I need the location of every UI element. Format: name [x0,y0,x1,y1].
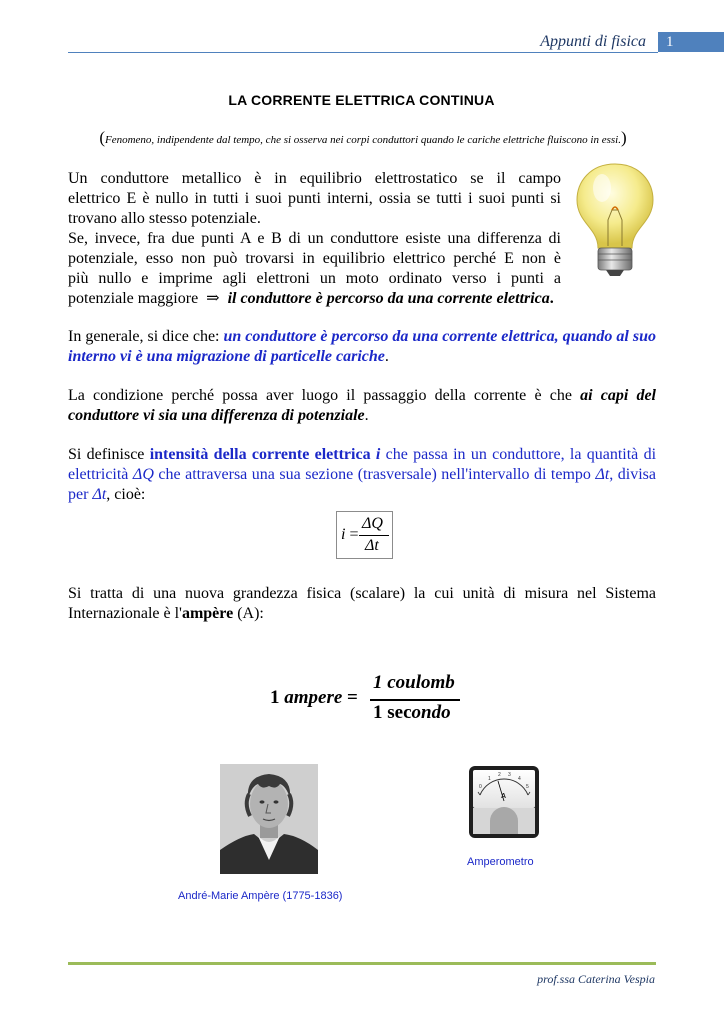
symbol-dq: ΔQ [132,466,154,483]
text-line: più nullo e imprime agli elettroni un moto ordinato verso i punti a [68,270,561,287]
text-line: potenziale, esso non può trovarsi in equilibrio elettrico perché E non è [68,250,561,267]
text-line: elettrico E è nullo in tutti i suoi punti interni, ossia se tutti i suoi punti si [68,190,561,207]
ammeter-caption: Amperometro [467,856,534,868]
scale-label: 5 [526,784,529,790]
conclusion-text: il conduttore è percorso da una corrente elettrica [227,290,550,307]
highlight-text: ai capi del conduttore vi sia una differenza di potenziale [68,387,656,424]
text: che passa in un conduttore, la quantità di elettricità [68,446,657,483]
portrait-caption: André-Marie Ampère (1775-1836) [178,890,343,902]
header-divider [68,52,658,53]
current-formula [336,511,393,559]
paragraph-conclusion [68,289,656,309]
conclusion-period: . [549,290,554,307]
page-number: 1 [658,32,724,52]
paragraph-equilibrium [68,169,561,289]
highlight-text: un conduttore è percorso da una corrente elettrica, quando al suo interno vi è una migrazione di particelle cariche [68,328,656,365]
light-bulb-icon [572,160,658,278]
formula-lhs: i = [341,526,359,543]
open-paren: ( [99,128,105,147]
scale-label: 4 [518,776,521,782]
paragraph-intensity [68,445,656,505]
text: In generale, si dice che: [68,328,224,345]
subtitle-text: Fenomeno, indipendente dal tempo, che si osserva nei corpi conduttori quando le cariche elettriche fluiscono in essi. [105,134,621,146]
footer-author: prof.ssa Caterina Vespia [537,972,655,986]
text: Si tratta di una nuova grandezza fisica (scalare) la cui unità di misura nel Sistema Internazionale è l' [68,585,656,622]
scale-label: 1 [488,776,491,782]
text: , divisa per [68,466,657,503]
scale-label: 3 [508,772,511,778]
close-paren: ) [620,128,627,147]
text: , cioè: [106,486,146,503]
scale-label: 0 [479,784,482,790]
paragraph-condition [68,386,656,426]
footer-divider [68,962,656,965]
paragraph-unit [68,584,656,624]
implies-arrow: ⇒ [206,290,220,307]
symbol-dt: Δt [595,466,610,483]
symbol-i: i [375,446,381,463]
unit-name: ampère [181,605,234,622]
fraction-bar [370,699,460,701]
text-line: Se, invece, fra due punti A e B di un conduttore esiste una differenza di [68,230,561,247]
formula-denominator: Δt [365,537,379,554]
ammeter-dial-label: A [501,793,507,800]
ampere-portrait [220,764,318,874]
scale-label: 2 [498,772,501,778]
text-line: Un conduttore metallico è in equilibrio elettrostatico se il campo [68,170,561,187]
page-title: LA CORRENTE ELETTRICA CONTINUA [228,92,495,108]
formula-numerator: ΔQ [362,515,383,532]
header-title: Appunti di fisica [540,33,646,50]
text: . [384,348,389,365]
symbol-dt: Δt [92,486,107,503]
unit-formula [270,672,470,732]
text: La condizione perché possa aver luogo il passaggio della corrente è che [68,387,581,404]
unit-formula-lhs: 1 ampere = [270,687,358,708]
text-line-start: potenziale maggiore [68,290,199,307]
text: che attraversa una sua sezione (trasversale) nell'intervallo di tempo [153,466,596,483]
paragraph-definition [68,327,656,367]
unit-formula-numerator: 1 coulomb [373,672,455,693]
fraction-bar [359,535,389,536]
page-subtitle [68,128,658,148]
ammeter-icon [468,765,540,839]
unit-symbol: (A): [233,605,264,622]
term-text: intensità della corrente elettrica [149,446,371,463]
text: Si definisce [68,446,150,463]
unit-formula-denominator: 1 secondo [373,702,451,723]
text-line: trovano allo stesso potenziale. [68,210,261,227]
text: . [364,407,369,424]
